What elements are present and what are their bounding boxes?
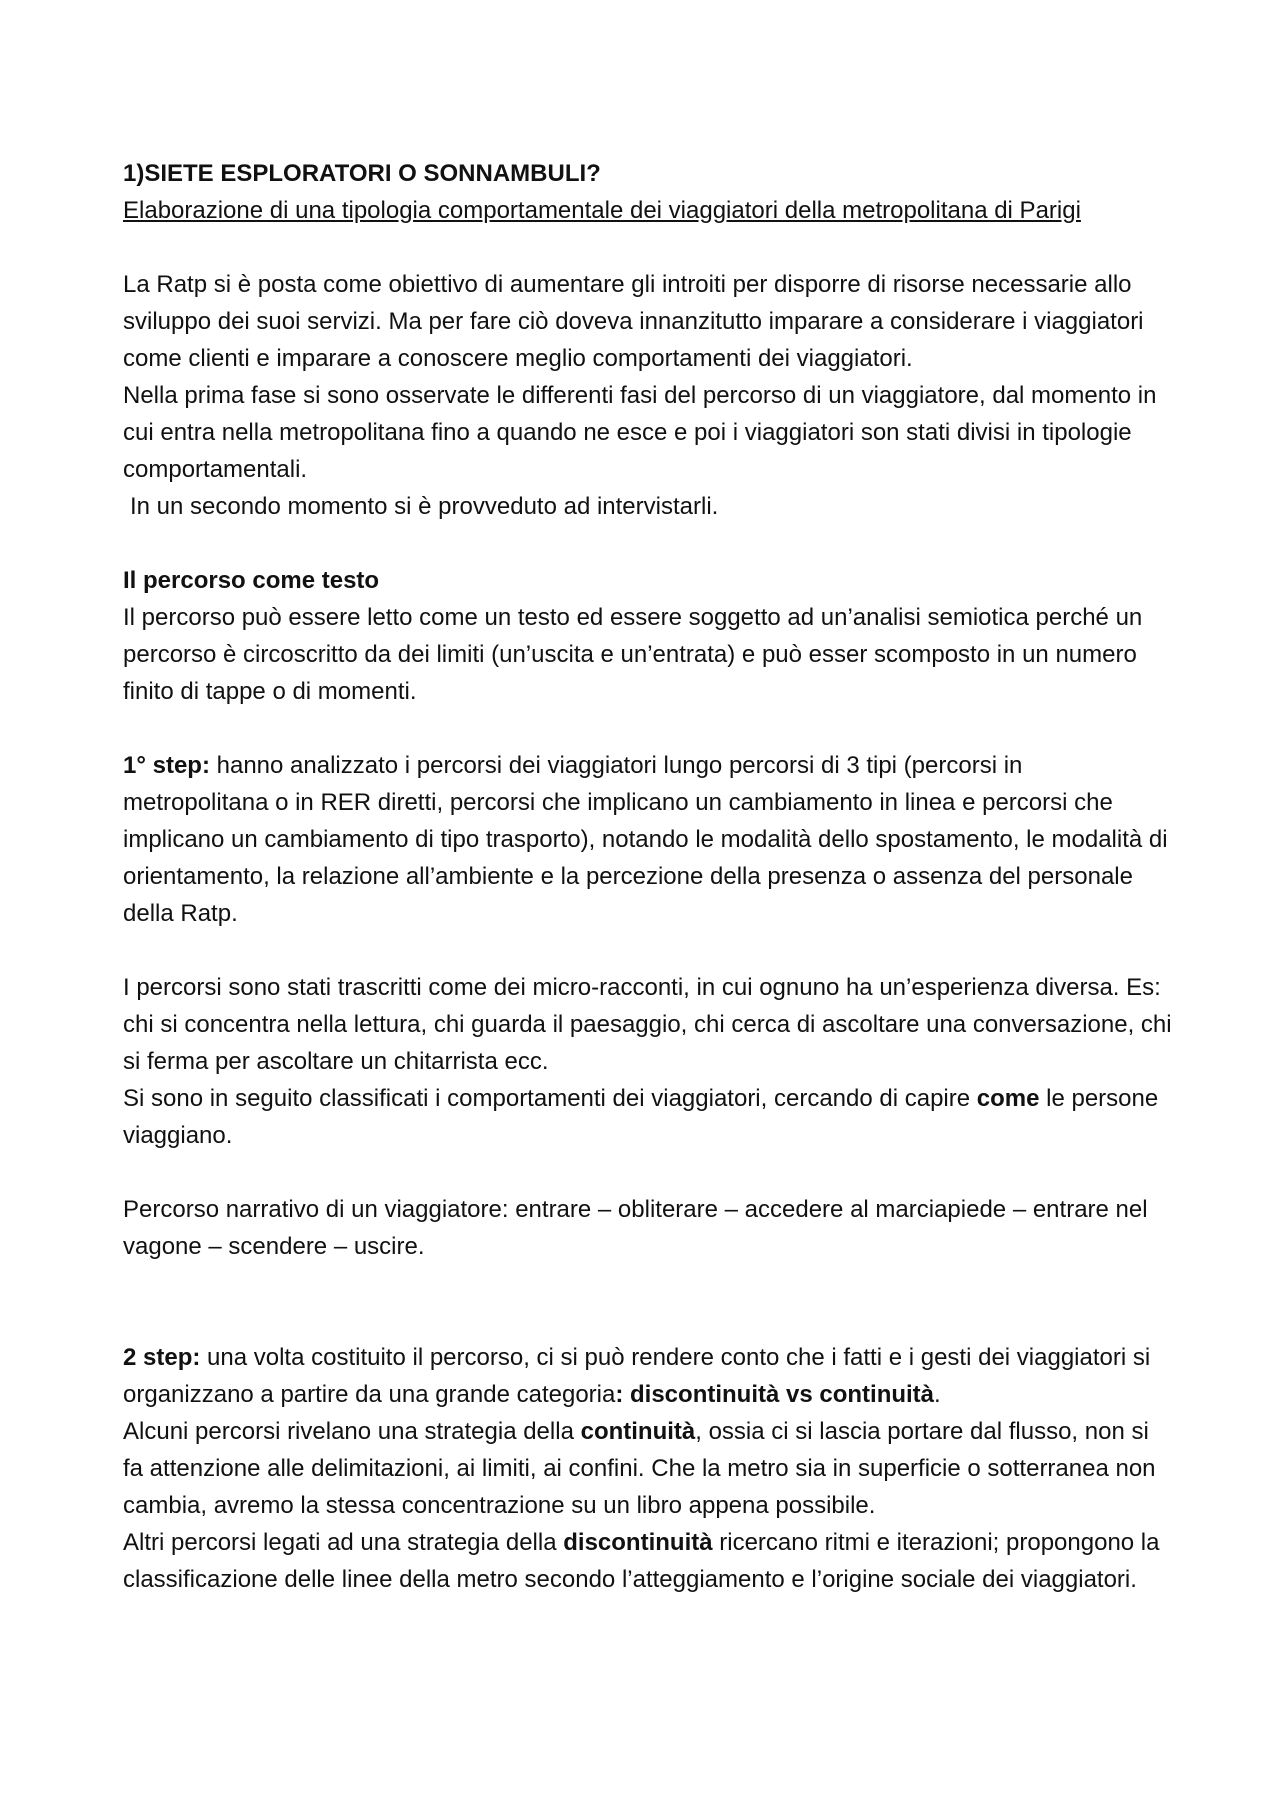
racconti-paragraph-1: I percorsi sono stati trascritti come dei micro-racconti, in cui ognuno ha un’esperienza diversa. Es: chi si concentra nella lettura, chi guarda il paesaggio, chi cerca di ascoltare una conversazione, chi si ferma per ascoltare un chitarrista ecc. <box>123 974 1172 1075</box>
step2-paragraph-3 <box>123 1524 1173 1598</box>
step2-p3-before: Altri percorsi legati ad una strategia della <box>123 1529 564 1556</box>
percorso-paragraph: Il percorso può essere letto come un testo ed essere soggetto ad un’analisi semiotica perché un percorso è circoscritto da dei limiti (un’uscita e un’entrata) e può esser scomposto in un numero finito di tappe o di momenti. <box>123 604 1143 705</box>
narrativo-paragraph: Percorso narrativo di un viaggiatore: entrare – obliterare – accedere al marciapiede – entrare nel vagone – scendere – uscire. <box>123 1196 1148 1260</box>
racconti-text-before: Si sono in seguito classificati i comportamenti dei viaggiatori, cercando di capire <box>123 1085 977 1112</box>
spacer <box>123 1154 1173 1191</box>
step2-p2-after: , ossia ci si lascia portare dal flusso, non si fa attenzione alle delimitazioni, ai limiti, ai confini. Che la metro sia in superficie o sotterranea non cambia, avremo la stessa concentrazione su un libro appena possibile. <box>123 1418 1156 1519</box>
spacer <box>123 229 1173 266</box>
racconti-bold-come: come <box>976 1085 1040 1112</box>
step2-label: 2 step: <box>123 1344 201 1371</box>
spacer <box>123 525 1173 562</box>
spacer <box>123 710 1173 747</box>
section-heading-percorso: Il percorso come testo <box>123 567 380 594</box>
document-page <box>123 155 1173 1598</box>
step2-p2-before: Alcuni percorsi rivelano una strategia della <box>123 1418 581 1445</box>
step2-bold-continuita: continuità <box>580 1418 696 1445</box>
step2-bold-discontinuita: discontinuità <box>563 1529 713 1556</box>
step2-paragraph-1 <box>123 1339 1173 1413</box>
spacer <box>123 1265 1173 1339</box>
step2-text-after: . <box>934 1381 941 1408</box>
racconti-text-after: le persone viaggiano. <box>123 1085 1159 1149</box>
intro-paragraph-3: In un secondo momento si è provveduto ad intervistarli. <box>130 493 719 520</box>
spacer <box>123 932 1173 969</box>
step2-paragraph-2 <box>123 1413 1173 1524</box>
step1-label: 1° step: <box>123 752 210 779</box>
step2-p3-after: ricercano ritmi e iterazioni; propongono la classificazione delle linee della metro secondo l’atteggiamento e l’origine sociale dei viaggiatori. <box>123 1529 1160 1593</box>
step1-text: hanno analizzato i percorsi dei viaggiatori lungo percorsi di 3 tipi (percorsi in metropolitana o in RER diretti, percorsi che implicano un cambiamento in linea e percorsi che implicano un cambiamento di tipo trasporto), notando le modalità dello spostamento, le modalità di orientamento, la relazione all’ambiente e la percezione della presenza o assenza del personale della Ratp. <box>123 752 1168 927</box>
document-subtitle: Elaborazione di una tipologia comportamentale dei viaggiatori della metropolitana di Parigi <box>123 197 1081 224</box>
intro-paragraph-2: Nella prima fase si sono osservate le differenti fasi del percorso di un viaggiatore, dal momento in cui entra nella metropolitana fino a quando ne esce e poi i viaggiatori son stati divisi in tipologie comportamentali. <box>123 382 1157 483</box>
step2-text-before: una volta costituito il percorso, ci si può rendere conto che i fatti e i gesti dei viaggiatori si organizzano a partire da una grande categoria <box>123 1344 1151 1408</box>
document-title: 1)SIETE ESPLORATORI O SONNAMBULI? <box>123 160 601 187</box>
intro-paragraph-1: La Ratp si è posta come obiettivo di aumentare gli introiti per disporre di risorse necessarie allo sviluppo dei suoi servizi. Ma per fare ciò doveva innanzitutto imparare a considerare i viaggiatori come clienti e imparare a conoscere meglio comportamenti dei viaggiatori. <box>123 271 1144 372</box>
step1-paragraph <box>123 747 1173 932</box>
step2-bold-category: : discontinuità vs continuità <box>615 1381 935 1408</box>
racconti-paragraph-2 <box>123 1080 1173 1154</box>
